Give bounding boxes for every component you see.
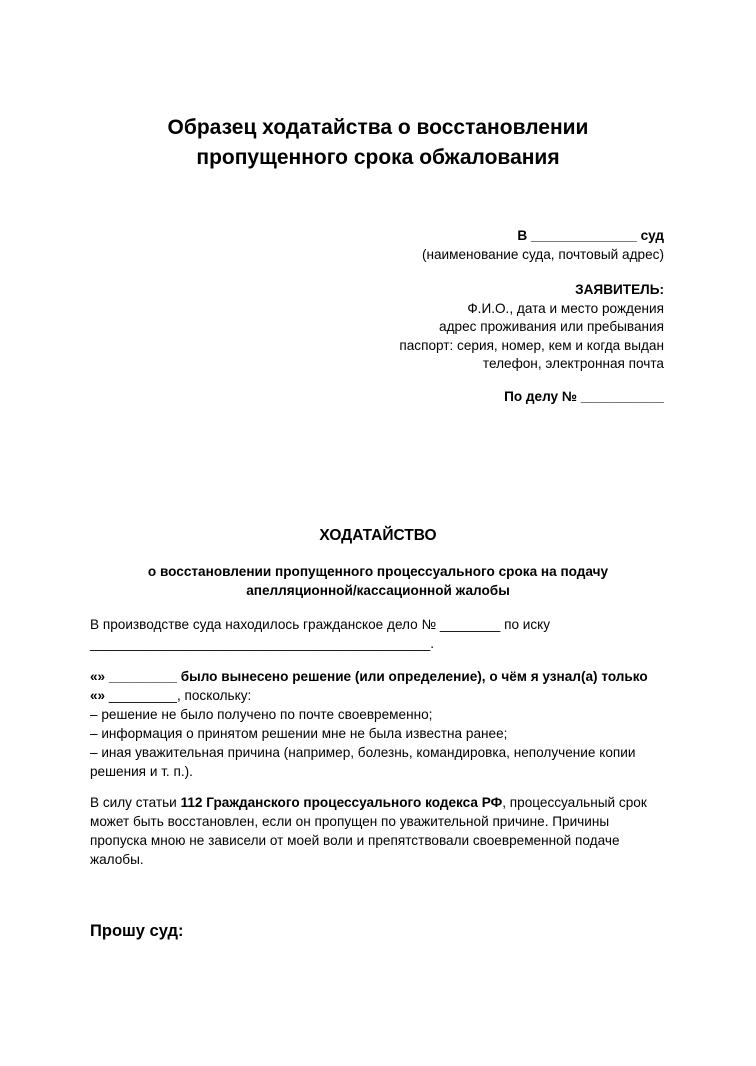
law-reference: 112 Гражданского процессуального кодекса РФ [180,795,503,810]
court-hint: (наименование суда, почтовый адрес) [421,246,664,262]
text-suffix: , процессуальный срок [502,795,647,810]
applicant-line: паспорт: серия, номер, кем и когда выдан [399,337,664,353]
document-title [0,113,756,173]
petition-subheading-line-1: о восстановлении пропущенного процессуального срока на подачу [147,564,609,579]
paragraph-line: В производстве суда находилось гражданское дело № ________ по иску [90,617,551,632]
quote-marks: «» [90,688,106,703]
reason-item: решения и т. п.). [90,764,193,779]
paragraph-line-bold: «» _________ было вынесено решение (или определение), о чём я узнал(а) только [90,669,648,684]
paragraph-line: может быть восстановлен, если он пропущен по уважительной причине. Причины [90,814,610,829]
paragraph-case-info [90,615,680,653]
paragraph-line [90,793,680,812]
text-prefix: В силу статьи [90,795,181,810]
paragraph-decision-info [90,667,680,781]
paragraph-line [90,686,680,705]
case-number-line: По делу № ___________ [504,389,664,404]
paragraph-line: жалобы. [90,852,144,867]
paragraph-line: пропуска мною не зависели от моей воли и препятствовали своевременной подаче [90,833,620,848]
applicant-label: ЗАЯВИТЕЛЬ: [575,282,664,297]
applicant-line: телефон, электронная почта [482,356,664,371]
reason-item: – информация о принятом решении мне не была известна ранее; [90,726,508,741]
applicant-line: адрес проживания или пребывания [439,319,664,334]
addressee-block [422,227,664,264]
court-line: В ______________ суд [517,228,664,243]
reason-item: – решение не было получено по почте своевременно; [90,707,433,722]
petition-subheading-line-2: апелляционной/кассационной жалобы [246,583,510,598]
case-number-block [504,388,664,407]
petition-heading: ХОДАТАЙСТВО [319,527,437,544]
paragraph-line-rest: _________, поскольку: [105,688,252,703]
title-line-2: пропущенного срока обжалования [196,146,560,169]
applicant-block [399,281,664,374]
title-line-1: Образец ходатайства о восстановлении [167,116,589,139]
applicant-line: Ф.И.О., дата и место рождения [467,300,664,316]
request-heading: Прошу суд: [90,922,184,940]
paragraph-legal-basis [90,793,680,869]
paragraph-line: _____________________________________________. [90,636,434,651]
reason-item: – иная уважительная причина (например, болезнь, командировка, неполучение копии [90,745,636,760]
petition-subheading [0,562,756,600]
